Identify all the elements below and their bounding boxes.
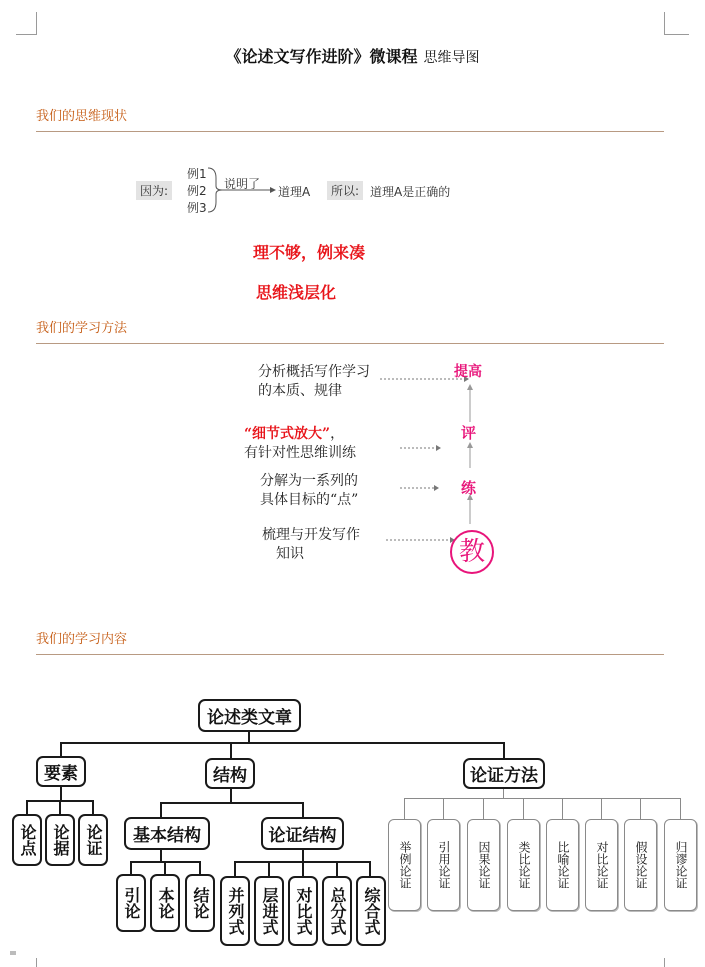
ladder-teach: 教 [450, 530, 494, 574]
section-divider [36, 131, 664, 132]
tree-method-item: 引用论证 [427, 819, 460, 911]
crop-mark-bottom-left [36, 958, 38, 967]
method-row-2-tail: ， [330, 426, 345, 442]
tree-connector [230, 788, 232, 803]
tree-basic-item: 引论 [116, 874, 146, 932]
tree-basic-item: 结论 [185, 874, 215, 932]
reason-label: 道理A [278, 185, 311, 199]
crop-mark-top-left [16, 12, 37, 35]
tree-connector [268, 861, 270, 877]
problem-2: 思维浅层化 [256, 283, 337, 302]
method-row-4-line-2: 知识 [276, 546, 304, 562]
page-title-main: 《论述文写作进阶》微课程 [225, 47, 418, 66]
tree-connector [562, 798, 563, 820]
method-row-2-highlight: “细节式放大” [244, 426, 331, 442]
tree-connector [302, 861, 304, 877]
tree-method-item: 归谬论证 [664, 819, 697, 911]
tree-argument-item: 并列式 [220, 876, 250, 946]
tree-connector [92, 800, 94, 815]
method-row-1 [258, 363, 370, 401]
section-heading-method: 我们的学习方法 [36, 321, 128, 336]
tree-method-item: 因果论证 [467, 819, 500, 911]
tree-argument-item: 层进式 [254, 876, 284, 946]
example-1: 例1 [187, 167, 207, 181]
page-title-sub: 思维导图 [423, 50, 480, 66]
example-3: 例3 [187, 201, 207, 215]
tree-connector [336, 861, 338, 877]
tree-connector [26, 800, 28, 815]
problem-1: 理不够，例来凑 [253, 243, 366, 262]
tree-argument-structure: 论证结构 [261, 817, 344, 850]
method-row-3-line-2: 具体目标的“点” [260, 492, 359, 508]
tree-element-item: 论证 [78, 814, 108, 866]
method-row-2-line-1: 有针对性思维训练 [244, 445, 356, 461]
tree-structure: 结构 [205, 758, 255, 789]
tree-connector [164, 861, 166, 875]
tree-method-item: 对比论证 [585, 819, 618, 911]
page-title [0, 44, 705, 67]
method-row-1-line-2: 的本质、规律 [258, 383, 342, 399]
tree-method-item: 假设论证 [624, 819, 657, 911]
tree-connector [59, 800, 61, 815]
tree-method-item: 比喻论证 [546, 819, 579, 911]
method-row-3-line-1: 分解为一系列的 [260, 473, 358, 489]
because-label: 因为: [136, 181, 172, 200]
section-heading-content: 我们的学习内容 [36, 632, 128, 647]
tree-element-item: 论据 [45, 814, 75, 866]
tree-connector [60, 786, 62, 801]
tree-connector [60, 742, 504, 744]
tree-connector [160, 802, 162, 818]
tree-basic-item: 本论 [150, 874, 180, 932]
tree-connector [601, 798, 602, 820]
tree-connector [404, 798, 680, 799]
section-divider [36, 654, 664, 655]
tree-connector [483, 798, 484, 820]
method-row-1-line-1: 分析概括写作学习 [258, 364, 370, 380]
tree-argument-item: 综合式 [356, 876, 386, 946]
method-row-2 [244, 425, 356, 463]
method-row-3 [260, 472, 358, 510]
tree-argument-item: 总分式 [322, 876, 352, 946]
tree-elements: 要素 [36, 756, 86, 787]
ladder-evaluate: 评 [461, 424, 477, 442]
page-corner-marker [10, 951, 16, 955]
crop-mark-top-right [664, 12, 689, 35]
tree-element-item: 论点 [12, 814, 42, 866]
tree-connector [369, 861, 371, 877]
ladder-practice: 练 [461, 479, 477, 497]
tree-root: 论述类文章 [198, 699, 301, 732]
tree-connector [160, 802, 304, 804]
tree-connector [230, 742, 232, 758]
tree-connector [199, 861, 201, 875]
conclusion-label: 道理A是正确的 [370, 185, 451, 199]
explains-label: 说明了 [224, 177, 261, 191]
method-row-4-line-1: 梳理与开发写作 [262, 527, 360, 543]
tree-connector [130, 861, 132, 875]
tree-connector [640, 798, 641, 820]
tree-basic-structure: 基本结构 [124, 817, 210, 850]
section-divider [36, 343, 664, 344]
ladder-improve: 提高 [454, 364, 482, 380]
tree-argument-item: 对比式 [288, 876, 318, 946]
tree-method-item: 举例论证 [388, 819, 421, 911]
tree-connector [523, 798, 524, 820]
crop-mark-bottom-right [664, 958, 666, 967]
example-2: 例2 [187, 184, 207, 198]
section-heading-thinking: 我们的思维现状 [36, 109, 128, 124]
tree-method-item: 类比论证 [507, 819, 540, 911]
tree-connector [234, 861, 236, 877]
method-row-4 [262, 526, 360, 564]
tree-methods: 论证方法 [463, 758, 545, 789]
so-label: 所以: [327, 181, 363, 200]
tree-connector [680, 798, 681, 820]
tree-connector [302, 802, 304, 818]
tree-connector [503, 742, 505, 759]
tree-connector [443, 798, 444, 820]
tree-connector [404, 798, 405, 820]
